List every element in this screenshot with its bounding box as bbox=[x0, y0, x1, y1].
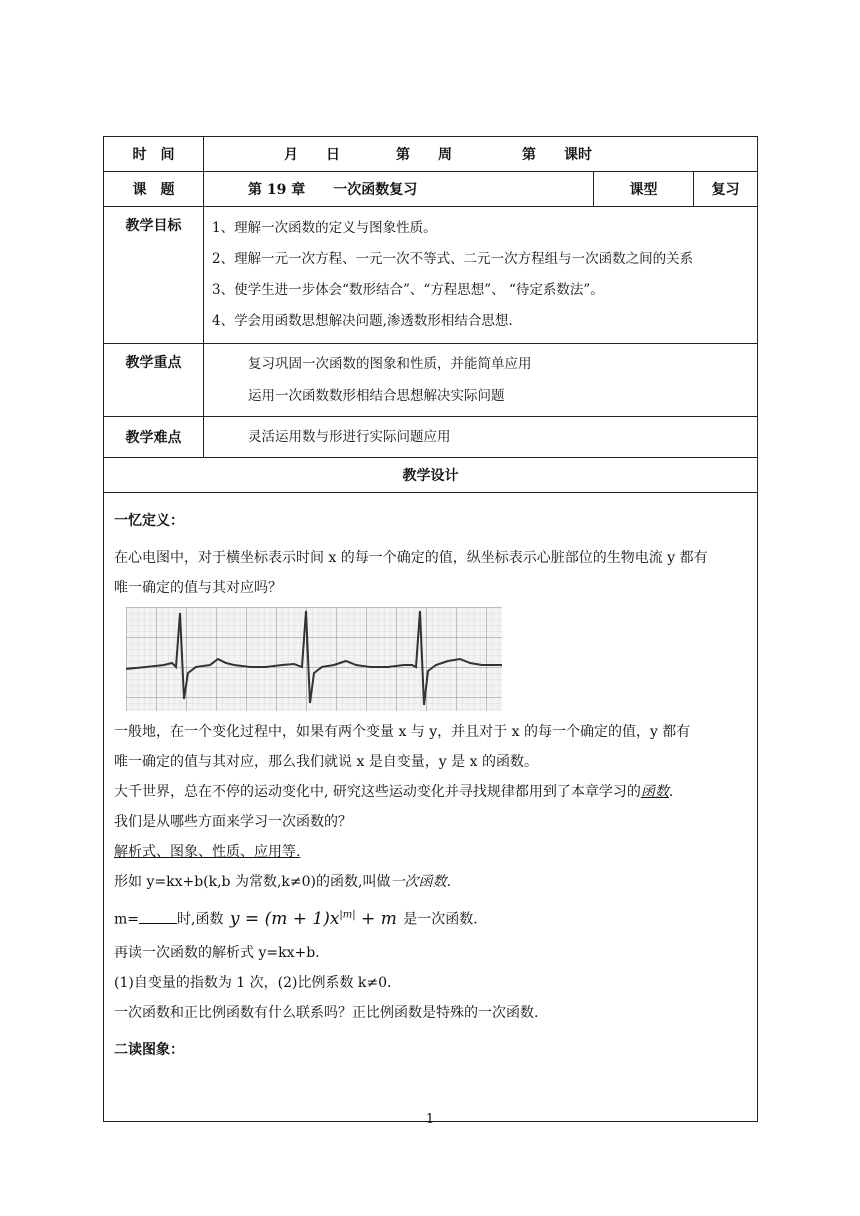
key-points-label: 教学重点 bbox=[104, 344, 204, 417]
key-points-list bbox=[204, 344, 758, 417]
type-value: 复习 bbox=[694, 172, 758, 207]
paragraph: (1)自变量的指数为 1 次，(2)比例系数 k≠0. bbox=[114, 974, 392, 991]
paragraph: 一次函数和正比例函数有什么联系吗？正比例函数是特殊的一次函数. bbox=[114, 1004, 539, 1021]
paragraph-underlined: 解析式、图象、性质、应用等. bbox=[114, 844, 301, 860]
difficulty-item: 灵活运用数与形进行实际问题应用 bbox=[248, 429, 451, 445]
time-row bbox=[104, 137, 758, 172]
section-heading-graph: 二读图象： bbox=[114, 1041, 184, 1058]
design-title: 教学设计 bbox=[104, 458, 758, 493]
goal-item: 3、使学生进一步体会“数形结合”、“方程思想”、 “待定系数法”。 bbox=[212, 282, 604, 298]
design-body bbox=[104, 493, 758, 1122]
paragraph: 形如 y=kx+b(k,b 为常数,k≠0)的函数,叫做一次函数. bbox=[114, 874, 451, 890]
goal-item: 4、学会用函数思想解决问题,渗透数形相结合思想. bbox=[212, 313, 513, 329]
paragraph: 唯一确定的值与其对应吗？ bbox=[114, 580, 282, 596]
key-point-item: 运用一次函数数形相结合思想解决实际问题 bbox=[248, 388, 505, 404]
goals-row bbox=[104, 207, 758, 344]
paragraph: 在心电图中，对于横坐标表示时间 x 的每一个确定的值，纵坐标表示心脏部位的生物电流 y 都有 bbox=[114, 550, 708, 566]
goals-label: 教学目标 bbox=[104, 207, 204, 344]
difficulties-label: 教学难点 bbox=[104, 417, 204, 458]
difficulties-row bbox=[104, 417, 758, 458]
paragraph: 一般地，在一个变化过程中，如果有两个变量 x 与 y，并且对于 x 的每一个确定的值，y 都有 bbox=[114, 724, 691, 740]
paragraph: 大千世界，总在不停的运动变化中, 研究这些运动变化并寻找规律都用到了本章学习的函数. bbox=[114, 784, 674, 800]
design-title-row bbox=[104, 458, 758, 493]
emphasis-function: 函数 bbox=[640, 784, 669, 800]
difficulties-list bbox=[204, 417, 758, 458]
goal-item: 1、理解一次函数的定义与图象性质。 bbox=[212, 220, 437, 236]
topic-value: 第 19 章 一次函数复习 bbox=[204, 172, 594, 207]
ecg-image bbox=[126, 607, 502, 711]
formula: $y = (m + 1)x^{|m|} + m$ bbox=[229, 908, 397, 929]
paragraph: 唯一确定的值与其对应，那么我们就说 x 是自变量，y 是 x 的函数。 bbox=[114, 754, 538, 770]
design-row bbox=[104, 493, 758, 1122]
type-label: 课型 bbox=[594, 172, 694, 207]
lesson-plan-table bbox=[103, 136, 758, 1122]
key-point-item: 复习巩固一次函数的图象和性质，并能简单应用 bbox=[248, 356, 532, 372]
paragraph-formula: m= 时,函数 $y = (m + 1)x^{|m|} + m$ 是一次函数. bbox=[114, 908, 478, 929]
time-label: 时 间 bbox=[104, 137, 204, 172]
paragraph: 再读一次函数的解析式 y=kx+b. bbox=[114, 944, 320, 961]
fill-blank bbox=[139, 909, 177, 924]
section-heading-definition: 一忆定义： bbox=[114, 513, 184, 529]
page-number: 1 bbox=[425, 1112, 435, 1127]
topic-row bbox=[104, 172, 758, 207]
time-value: 月 日 第 周 第 课时 bbox=[204, 137, 758, 172]
goals-list bbox=[204, 207, 758, 344]
paragraph: 我们是从哪些方面来学习一次函数的？ bbox=[114, 814, 352, 830]
goal-item: 2、理解一元一次方程、一元一次不等式、二元一次方程组与一次函数之间的关系 bbox=[212, 251, 694, 267]
topic-label: 课 题 bbox=[104, 172, 204, 207]
key-points-row bbox=[104, 344, 758, 417]
emphasis-linear-function: 一次函数. bbox=[390, 874, 451, 890]
